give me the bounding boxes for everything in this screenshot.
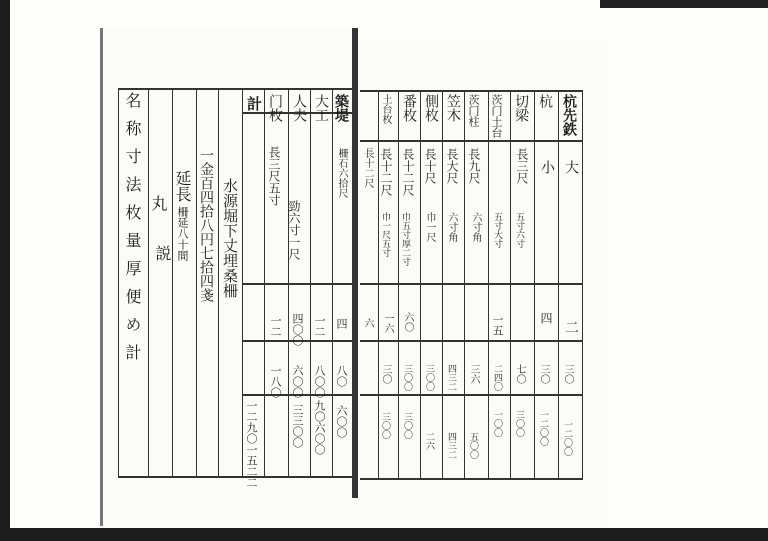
num-cell: 二四〇 <box>492 364 502 391</box>
wan-text: 丸 <box>149 195 168 211</box>
right-row-rule <box>360 394 582 396</box>
left-bottom-rule <box>118 476 352 478</box>
num-cell: 一〇〇 <box>492 410 502 437</box>
header-menmei: 门枚 <box>267 94 283 122</box>
num-cell: 六〇〇 <box>291 365 304 398</box>
right-col-line <box>464 90 465 480</box>
num-cell: 四 <box>539 312 553 324</box>
right-col-line <box>398 90 399 480</box>
total-amount-text: 一金百四拾八円七拾四戔 <box>198 148 214 302</box>
right-header-rule <box>360 140 582 142</box>
ledger-char: 便 <box>123 288 142 316</box>
num-cell: 一二九〇一五二二 <box>245 400 258 488</box>
bottom-shadow <box>0 528 768 541</box>
top-right-shadow <box>600 0 768 8</box>
header-fanmei: 番枚 <box>401 94 417 122</box>
ledger-char: 称 <box>123 120 142 148</box>
header-hang: 杭 <box>537 94 553 108</box>
left-col-line <box>218 88 219 478</box>
shui-text: 水源堀下丈埋桑柵 <box>221 178 239 298</box>
yanchang-sub-text: 柵延八十間 <box>176 206 189 261</box>
ledger-label-column <box>124 92 140 372</box>
left-frame-line <box>118 88 119 478</box>
num-cell: 一六 <box>382 313 393 333</box>
num-cell: 八〇〇 <box>313 365 326 398</box>
num-cell: 八〇 <box>335 365 348 387</box>
men-note2: 勁六寸一尺 <box>287 200 301 260</box>
ledger-char: 寸 <box>123 148 142 176</box>
right-row-rule <box>360 340 582 342</box>
right-top-rule <box>360 90 582 92</box>
yanchang-text: 延長 <box>173 170 192 202</box>
num-cell: 九〇六〇〇 <box>313 400 326 455</box>
num-cell: 三〇 <box>562 364 573 384</box>
ledger-char: 厚 <box>123 260 142 288</box>
ledger-char: 法 <box>123 176 142 204</box>
dim-cell: 長十二尺 <box>401 148 415 196</box>
num-cell: 一二 <box>269 315 282 337</box>
right-col-line <box>558 90 559 480</box>
dim-cell: 長三尺 <box>515 148 529 184</box>
right-bottom-rule <box>360 478 582 480</box>
header-renfu: 人夫 <box>291 94 307 122</box>
right-col-line <box>420 90 421 480</box>
header-tutaimei: 土台枚 <box>380 94 391 124</box>
dim2-cell: 六寸角 <box>470 212 481 242</box>
gutter-line <box>352 28 358 498</box>
num-cell: 一二〇〇 <box>562 420 572 456</box>
ledger-char: 枚 <box>123 204 142 232</box>
ledger-char: め <box>123 316 142 344</box>
dim2-cell: 六寸角 <box>446 212 457 242</box>
right-frame-line <box>582 90 583 480</box>
num-cell: 六〇 <box>402 312 413 332</box>
header-kuangxiantie: 杭先鉄 <box>561 94 577 136</box>
left-col-line <box>196 88 197 478</box>
right-row-rule <box>360 283 582 285</box>
right-col-line <box>534 90 535 480</box>
dim2-cell: 巾五寸厚二寸 <box>400 212 410 266</box>
num-cell: 五〇〇 <box>468 432 478 459</box>
zhu-note: 柵石六拾尺 <box>336 148 347 198</box>
header-zhudi: 築堤 <box>333 94 349 122</box>
header-dagong: 大工 <box>313 94 329 122</box>
dim-cell: 長大尺 <box>445 148 459 184</box>
num-cell: 一八〇 <box>269 365 282 398</box>
dim2-cell: 五寸六寸 <box>514 212 524 248</box>
left-top-rule <box>118 88 352 90</box>
shuo-text: 説 <box>153 245 172 261</box>
men-note: 長三尺五寸 <box>267 146 281 206</box>
num-cell: 三〇〇 <box>402 364 412 391</box>
num-cell: 二六 <box>424 432 434 450</box>
num-cell: 三三〇〇 <box>291 404 304 448</box>
dim-cell: 長十二尺 <box>379 148 393 196</box>
num-cell: 四〇〇 <box>291 313 304 346</box>
num-cell: 四 <box>335 318 348 329</box>
num-cell: 三〇〇 <box>380 412 390 439</box>
left-row-rule <box>242 283 352 285</box>
right-col-line <box>442 90 443 480</box>
header-ji: 計 <box>245 96 263 111</box>
num-cell: 三六 <box>468 364 479 384</box>
right-col-line <box>510 90 511 480</box>
num-cell: 六 <box>362 318 373 328</box>
dim2-cell: 巾一尺五寸 <box>380 212 390 257</box>
num-cell: 六〇〇 <box>335 405 348 438</box>
num-cell: 一二 <box>313 315 326 337</box>
num-cell: 七〇 <box>514 364 525 384</box>
dim-cell: 長十二尺 <box>362 148 373 188</box>
num-cell: 三〇 <box>380 364 391 384</box>
num-cell: 三〇〇 <box>424 364 434 391</box>
header-qieliang: 切梁 <box>513 94 529 122</box>
left-col-line <box>172 88 173 478</box>
left-binding-shadow <box>0 0 10 541</box>
dim2-cell: 五寸大寸 <box>492 212 502 248</box>
left-col-line <box>148 88 149 478</box>
header-lishi: 笠木 <box>445 94 461 122</box>
right-col-line <box>488 90 489 480</box>
num-cell: 三〇〇 <box>402 412 412 439</box>
ledger-char: 計 <box>123 344 142 372</box>
size-large: 大 <box>563 160 579 174</box>
dim-cell: 長九尺 <box>467 148 481 184</box>
header-cemei: 側枚 <box>423 94 439 122</box>
dim-cell: 長十尺 <box>423 148 437 184</box>
num-cell: 三〇 <box>538 364 549 384</box>
size-small: 小 <box>539 160 555 174</box>
num-cell: 三〇〇 <box>514 410 524 437</box>
num-cell: 四三二 <box>446 364 456 391</box>
ledger-char: 名 <box>123 92 142 120</box>
header-cimentutai: 茨门土台 <box>490 94 503 138</box>
num-cell: 二 <box>563 320 579 334</box>
num-cell: 一二〇〇 <box>538 410 548 446</box>
num-cell: 一五 <box>491 314 504 336</box>
ledger-char: 量 <box>123 232 142 260</box>
num-cell: 四三二 <box>446 432 456 459</box>
dim2-cell: 巾一尺 <box>424 212 435 242</box>
header-cimenzhu: 茨门柱 <box>467 94 480 127</box>
